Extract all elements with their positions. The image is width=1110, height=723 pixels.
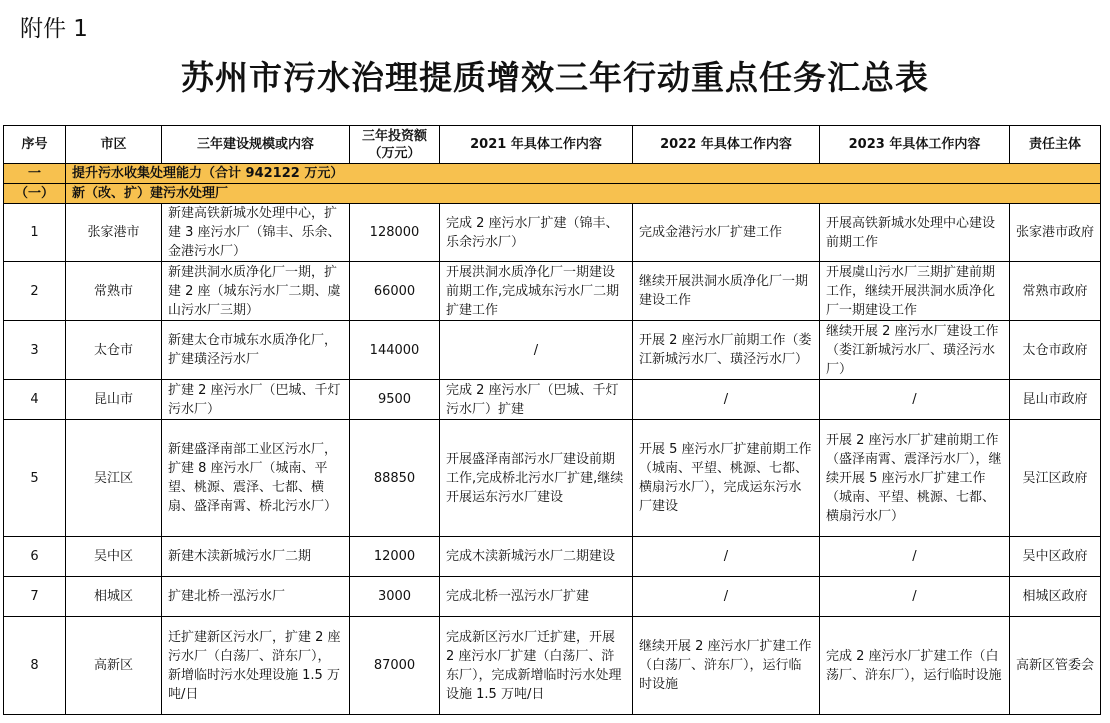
row-no: 1 bbox=[4, 204, 66, 262]
table-row bbox=[4, 204, 1101, 262]
header-row bbox=[4, 126, 1101, 164]
row-2023: 完成 2 座污水厂扩建工作（白荡厂、浒东厂），运行临时设施 bbox=[820, 617, 1010, 715]
row-investment: 128000 bbox=[350, 204, 440, 262]
task-summary-table bbox=[3, 125, 1101, 715]
row-city: 吴中区 bbox=[66, 537, 162, 577]
row-investment: 87000 bbox=[350, 617, 440, 715]
row-no: 7 bbox=[4, 577, 66, 617]
row-investment: 144000 bbox=[350, 321, 440, 380]
row-owner: 张家港市政府 bbox=[1010, 204, 1101, 262]
row-city: 相城区 bbox=[66, 577, 162, 617]
row-investment: 88850 bbox=[350, 420, 440, 537]
row-owner: 常熟市政府 bbox=[1010, 262, 1101, 321]
table-row bbox=[4, 420, 1101, 537]
row-content: 新建高铁新城水处理中心，扩建 3 座污水厂（锦丰、乐余、金港污水厂） bbox=[162, 204, 350, 262]
row-no: 3 bbox=[4, 321, 66, 380]
header-2023: 2023 年具体工作内容 bbox=[820, 126, 1010, 164]
header-no: 序号 bbox=[4, 126, 66, 164]
row-owner: 昆山市政府 bbox=[1010, 380, 1101, 420]
header-2022: 2022 年具体工作内容 bbox=[633, 126, 820, 164]
header-owner: 责任主体 bbox=[1010, 126, 1101, 164]
header-investment: 三年投资额（万元） bbox=[350, 126, 440, 164]
row-owner: 高新区管委会 bbox=[1010, 617, 1101, 715]
row-owner: 吴中区政府 bbox=[1010, 537, 1101, 577]
table-row bbox=[4, 537, 1101, 577]
row-content: 扩建 2 座污水厂（巴城、千灯污水厂） bbox=[162, 380, 350, 420]
row-investment: 66000 bbox=[350, 262, 440, 321]
row-content: 新建太仓市城东水质净化厂，扩建璜泾污水厂 bbox=[162, 321, 350, 380]
table-row bbox=[4, 321, 1101, 380]
row-2022: 继续开展洪洞水质净化厂一期建设工作 bbox=[633, 262, 820, 321]
row-city: 张家港市 bbox=[66, 204, 162, 262]
row-2021: 完成北桥一泓污水厂扩建 bbox=[440, 577, 633, 617]
row-2022: / bbox=[633, 537, 820, 577]
row-2023: 继续开展 2 座污水厂建设工作（娄江新城污水厂、璜泾污水厂） bbox=[820, 321, 1010, 380]
table-row bbox=[4, 617, 1101, 715]
row-2023: / bbox=[820, 380, 1010, 420]
row-content: 新建洪洞水质净化厂一期，扩建 2 座（城东污水厂二期、虞山污水厂三期） bbox=[162, 262, 350, 321]
row-content: 新建木渎新城污水厂二期 bbox=[162, 537, 350, 577]
document-title: 苏州市污水治理提质增效三年行动重点任务汇总表 bbox=[181, 58, 929, 97]
row-content: 扩建北桥一泓污水厂 bbox=[162, 577, 350, 617]
row-owner: 吴江区政府 bbox=[1010, 420, 1101, 537]
section-row bbox=[4, 164, 1101, 184]
row-2021: 开展洪洞水质净化厂一期建设前期工作,完成城东污水厂二期扩建工作 bbox=[440, 262, 633, 321]
header-city: 市区 bbox=[66, 126, 162, 164]
header-2021: 2021 年具体工作内容 bbox=[440, 126, 633, 164]
attachment-label: 附件 1 bbox=[20, 16, 88, 42]
table-row bbox=[4, 380, 1101, 420]
row-no: 6 bbox=[4, 537, 66, 577]
row-2021: / bbox=[440, 321, 633, 380]
row-no: 4 bbox=[4, 380, 66, 420]
row-investment: 9500 bbox=[350, 380, 440, 420]
row-2021: 完成新区污水厂迁扩建，开展 2 座污水厂扩建（白荡厂、浒东厂），完成新增临时污水处理设施 1.5 万吨/日 bbox=[440, 617, 633, 715]
row-content: 迁扩建新区污水厂，扩建 2 座污水厂（白荡厂、浒东厂），新增临时污水处理设施 1.5 万吨/日 bbox=[162, 617, 350, 715]
subsection-title: 新（改、扩）建污水处理厂 bbox=[66, 184, 1101, 204]
row-2023: / bbox=[820, 577, 1010, 617]
row-city: 吴江区 bbox=[66, 420, 162, 537]
row-2021: 完成木渎新城污水厂二期建设 bbox=[440, 537, 633, 577]
row-investment: 3000 bbox=[350, 577, 440, 617]
row-city: 太仓市 bbox=[66, 321, 162, 380]
row-investment: 12000 bbox=[350, 537, 440, 577]
row-2022: 完成金港污水厂扩建工作 bbox=[633, 204, 820, 262]
row-2023: 开展高铁新城水处理中心建设前期工作 bbox=[820, 204, 1010, 262]
row-owner: 太仓市政府 bbox=[1010, 321, 1101, 380]
subsection-number: （一） bbox=[4, 184, 66, 204]
table-row bbox=[4, 262, 1101, 321]
row-content: 新建盛泽南部工业区污水厂，扩建 8 座污水厂（城南、平望、桃源、震泽、七都、横扇、盛泽南霄、桥北污水厂） bbox=[162, 420, 350, 537]
row-2022: / bbox=[633, 380, 820, 420]
row-2022: 开展 2 座污水厂前期工作（娄江新城污水厂、璜泾污水厂） bbox=[633, 321, 820, 380]
table-row bbox=[4, 577, 1101, 617]
row-no: 8 bbox=[4, 617, 66, 715]
row-2023: 开展 2 座污水厂扩建前期工作（盛泽南霄、震泽污水厂），继续开展 5 座污水厂扩建工作（城南、平望、桃源、七都、横扇污水厂） bbox=[820, 420, 1010, 537]
row-2022: 继续开展 2 座污水厂扩建工作（白荡厂、浒东厂），运行临时设施 bbox=[633, 617, 820, 715]
section-title: 提升污水收集处理能力（合计 942122 万元） bbox=[66, 164, 1101, 184]
row-city: 昆山市 bbox=[66, 380, 162, 420]
row-2021: 完成 2 座污水厂（巴城、千灯污水厂）扩建 bbox=[440, 380, 633, 420]
row-2021: 开展盛泽南部污水厂建设前期工作,完成桥北污水厂扩建,继续开展运东污水厂建设 bbox=[440, 420, 633, 537]
row-2022: / bbox=[633, 577, 820, 617]
row-2023: / bbox=[820, 537, 1010, 577]
row-city: 常熟市 bbox=[66, 262, 162, 321]
subsection-row bbox=[4, 184, 1101, 204]
row-2021: 完成 2 座污水厂扩建（锦丰、乐余污水厂） bbox=[440, 204, 633, 262]
row-city: 高新区 bbox=[66, 617, 162, 715]
row-2022: 开展 5 座污水厂扩建前期工作（城南、平望、桃源、七都、横扇污水厂），完成运东污水厂建设 bbox=[633, 420, 820, 537]
section-number: 一 bbox=[4, 164, 66, 184]
row-2023: 开展虞山污水厂三期扩建前期工作，继续开展洪洞水质净化厂一期建设工作 bbox=[820, 262, 1010, 321]
header-content: 三年建设规模或内容 bbox=[162, 126, 350, 164]
row-no: 2 bbox=[4, 262, 66, 321]
row-no: 5 bbox=[4, 420, 66, 537]
row-owner: 相城区政府 bbox=[1010, 577, 1101, 617]
